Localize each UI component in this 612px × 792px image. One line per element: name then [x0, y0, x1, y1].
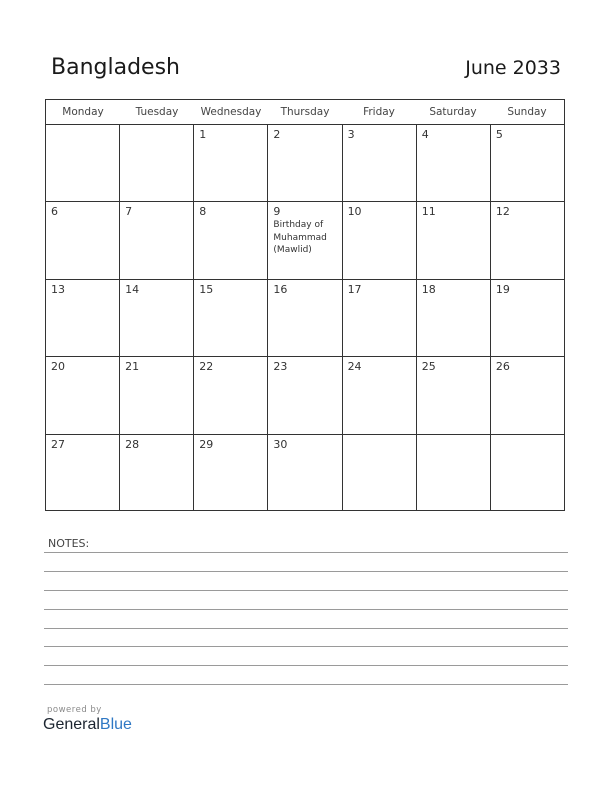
day-number: 14	[125, 282, 140, 296]
day-cell	[194, 280, 268, 356]
generalblue-logo[interactable]	[43, 716, 132, 734]
holiday-label: Birthday of Muhammad (Mawlid)	[273, 220, 327, 256]
week-row	[46, 202, 564, 279]
day-number: 13	[51, 282, 65, 296]
week-row	[46, 125, 564, 202]
day-number: 11	[421, 205, 436, 219]
day-number: 28	[125, 437, 140, 451]
day-cell	[194, 357, 268, 433]
note-line	[44, 609, 568, 610]
day-cell	[491, 202, 564, 278]
day-number: 10	[347, 205, 362, 219]
day-number: 6	[51, 205, 58, 219]
day-cell	[417, 202, 491, 278]
country-title: Bangladesh	[51, 55, 180, 80]
day-cell	[120, 357, 194, 433]
day-number: 27	[51, 437, 65, 451]
day-cell	[417, 280, 491, 356]
day-number: 12	[495, 205, 510, 219]
month-title: June 2033	[465, 57, 561, 79]
day-cell	[120, 435, 194, 511]
logo-general-text: General	[43, 716, 100, 733]
weekday-monday: Monday	[62, 106, 104, 118]
day-cell	[120, 280, 194, 356]
day-cell	[120, 125, 194, 201]
week-row	[46, 357, 564, 434]
weekday-header-row	[46, 100, 564, 125]
note-line	[44, 665, 568, 666]
day-cell	[417, 357, 491, 433]
note-line	[44, 684, 568, 685]
day-cell	[46, 202, 120, 278]
day-cell	[194, 125, 268, 201]
weekday-thursday: Thursday	[280, 106, 330, 118]
note-line	[44, 552, 568, 553]
day-number: 5	[495, 128, 503, 141]
day-number: 3	[347, 128, 355, 141]
day-number: 30	[273, 437, 288, 451]
weekday-sunday: Sunday	[507, 106, 547, 118]
day-cell	[268, 125, 342, 201]
day-cell	[491, 125, 564, 201]
day-cell	[46, 435, 120, 511]
day-cell	[194, 202, 268, 278]
day-number: 25	[421, 360, 436, 374]
day-number: 29	[199, 437, 214, 451]
day-cell	[491, 435, 564, 511]
day-cell	[268, 202, 342, 278]
day-cell	[491, 357, 564, 433]
day-number: 1	[199, 128, 207, 141]
note-line	[44, 628, 568, 629]
day-cell	[417, 125, 491, 201]
weekday-friday: Friday	[363, 106, 395, 118]
day-number: 16	[273, 282, 288, 296]
day-cell	[343, 125, 417, 201]
note-line	[44, 646, 568, 647]
powered-by-text: powered by	[47, 705, 102, 715]
day-number: 22	[199, 360, 214, 374]
day-number: 21	[125, 360, 140, 374]
day-number: 7	[125, 205, 133, 219]
notes-label: NOTES:	[48, 537, 90, 550]
day-cell	[268, 435, 342, 511]
day-cell	[46, 280, 120, 356]
day-number: 20	[51, 360, 65, 374]
day-number: 26	[495, 360, 510, 374]
day-number: 23	[273, 360, 288, 374]
day-cell	[194, 435, 268, 511]
weeks-container	[46, 125, 564, 511]
weekday-saturday: Saturday	[429, 106, 477, 118]
day-cell	[343, 202, 417, 278]
day-cell	[343, 435, 417, 511]
calendar-grid	[45, 99, 565, 511]
weekday-wednesday: Wednesday	[200, 106, 262, 118]
day-number: 24	[347, 360, 362, 374]
day-number: 8	[199, 205, 207, 219]
week-row	[46, 280, 564, 357]
day-cell	[268, 357, 342, 433]
day-number: 17	[347, 282, 362, 296]
day-cell	[343, 280, 417, 356]
note-line	[44, 590, 568, 591]
day-number: 9	[273, 205, 281, 219]
day-cell	[120, 202, 194, 278]
day-number: 15	[199, 282, 214, 296]
day-number: 2	[273, 128, 281, 141]
day-cell	[417, 435, 491, 511]
note-line	[44, 571, 568, 572]
day-number: 4	[421, 128, 429, 141]
day-number: 19	[495, 282, 510, 296]
week-row	[46, 435, 564, 511]
day-cell	[343, 357, 417, 433]
day-cell	[491, 280, 564, 356]
logo-blue-text: Blue	[99, 716, 132, 733]
day-cell	[46, 357, 120, 433]
day-number: 18	[421, 282, 436, 296]
weekday-tuesday: Tuesday	[135, 106, 179, 118]
day-cell	[46, 125, 120, 201]
day-cell	[268, 280, 342, 356]
